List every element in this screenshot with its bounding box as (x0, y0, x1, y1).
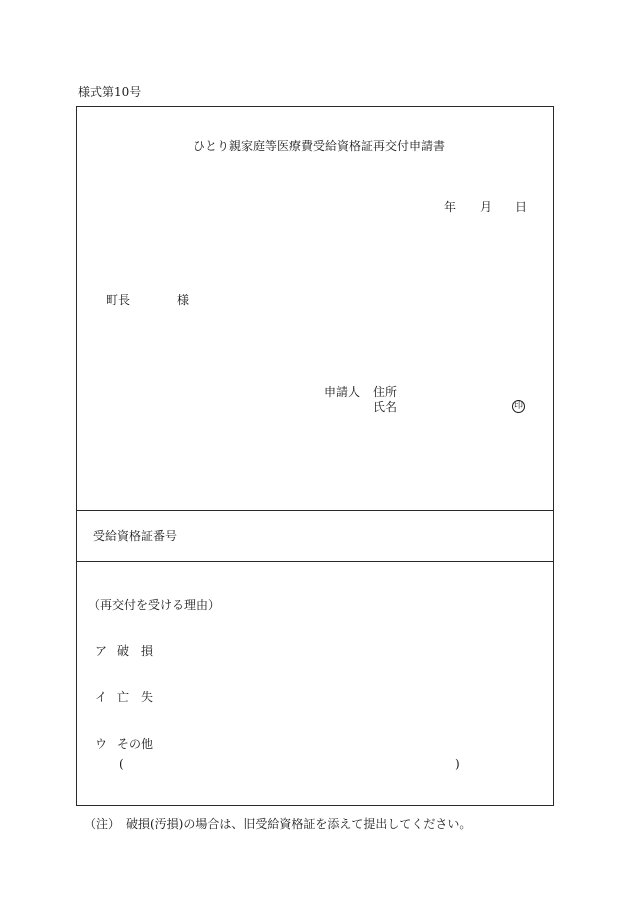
applicant-label: 申請人 (324, 385, 361, 399)
reason-option-b-text: 亡 失 (117, 690, 154, 704)
section-divider-2 (76, 561, 554, 562)
applicant-name-label: 氏名 (373, 400, 398, 414)
reason-option-a-text: 破 損 (117, 644, 154, 658)
reason-option-c-marker: ウ (95, 737, 108, 751)
footnote: （注） 破損(汚損)の場合は、旧受給資格証を添えて提出してください。 (84, 817, 472, 831)
form-title: ひとり親家庭等医療費受給資格証再交付申請書 (193, 139, 446, 153)
section-divider-1 (76, 510, 554, 511)
reason-option-a-marker: ア (95, 644, 108, 658)
other-reason-open-paren: ( (119, 757, 124, 771)
seal-mark: 印 (513, 401, 523, 411)
addressee-honorific: 様 (177, 293, 190, 307)
date-year-label: 年 (444, 200, 457, 214)
applicant-address-label: 住所 (373, 385, 398, 399)
reason-option-b-marker: イ (95, 690, 108, 704)
date-day-label: 日 (515, 200, 528, 214)
reason-heading: （再交付を受ける理由） (88, 598, 221, 612)
other-reason-close-paren: ) (455, 757, 460, 771)
reason-option-c-text: その他 (117, 737, 154, 751)
date-month-label: 月 (480, 200, 493, 214)
form-number: 様式第10号 (78, 85, 142, 99)
certificate-number-label: 受給資格証番号 (93, 529, 178, 543)
addressee-office: 町長 (106, 293, 131, 307)
